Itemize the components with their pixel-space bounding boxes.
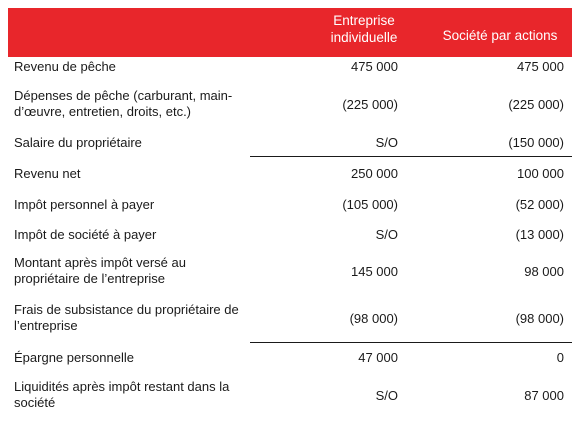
row-value-entreprise: (225 000): [342, 97, 398, 112]
table-header: [8, 8, 572, 57]
header-entreprise-individuelle: [308, 12, 420, 46]
row-value-entreprise: S/O: [375, 135, 398, 150]
subtotal-rule: [250, 342, 572, 343]
row-label: Montant après impôt versé au propriétaire de l’entreprise: [14, 255, 186, 286]
subtotal-rule: [250, 156, 572, 157]
table-row: [8, 166, 572, 196]
row-value-societe: (98 000): [515, 311, 564, 326]
row-value-societe: (52 000): [515, 197, 564, 212]
row-label: Salaire du propriétaire: [14, 135, 142, 150]
table-row: [8, 135, 572, 165]
row-value-entreprise: (98 000): [349, 311, 398, 326]
row-value-entreprise: (105 000): [342, 197, 398, 212]
comparison-table: [8, 8, 572, 410]
row-value-entreprise: 47 000: [358, 350, 398, 365]
row-label: Dépenses de pêche (carburant, main-d’œuvre, entretien, droits, etc.): [14, 88, 233, 119]
table-row: [8, 255, 572, 295]
table-row: [8, 379, 572, 419]
table-row: [8, 88, 572, 128]
table-row: [8, 302, 572, 342]
row-label: Frais de subsistance du propriétaire de l’entreprise: [14, 302, 239, 333]
row-value-societe: 98 000: [524, 264, 564, 279]
row-label: Épargne personnelle: [14, 350, 134, 365]
header-col1-line1: Entreprise: [333, 13, 395, 28]
row-value-societe: (225 000): [508, 97, 564, 112]
row-label: Revenu de pêche: [14, 59, 116, 74]
row-value-societe: (13 000): [515, 227, 564, 242]
row-value-entreprise: 250 000: [351, 166, 398, 181]
row-value-societe: 87 000: [524, 388, 564, 403]
row-value-societe: 0: [556, 350, 564, 365]
table-row: [8, 197, 572, 227]
row-value-entreprise: S/O: [375, 227, 398, 242]
table-row: [8, 227, 572, 257]
row-value-entreprise: 475 000: [351, 59, 398, 74]
row-label: Impôt personnel à payer: [14, 197, 155, 212]
table-row: [8, 350, 572, 380]
row-value-entreprise: 145 000: [351, 264, 398, 279]
row-value-entreprise: S/O: [375, 388, 398, 403]
row-label: Impôt de société à payer: [14, 227, 157, 242]
row-label: Liquidités après impôt restant dans la société: [14, 379, 230, 410]
row-value-societe: 475 000: [517, 59, 564, 74]
row-value-societe: 100 000: [517, 166, 564, 181]
header-societe-par-actions: Société par actions: [442, 28, 558, 43]
header-col1-line2: individuelle: [330, 30, 398, 45]
row-label: Revenu net: [14, 166, 81, 181]
row-value-societe: (150 000): [508, 135, 564, 150]
table-row: [8, 57, 572, 89]
